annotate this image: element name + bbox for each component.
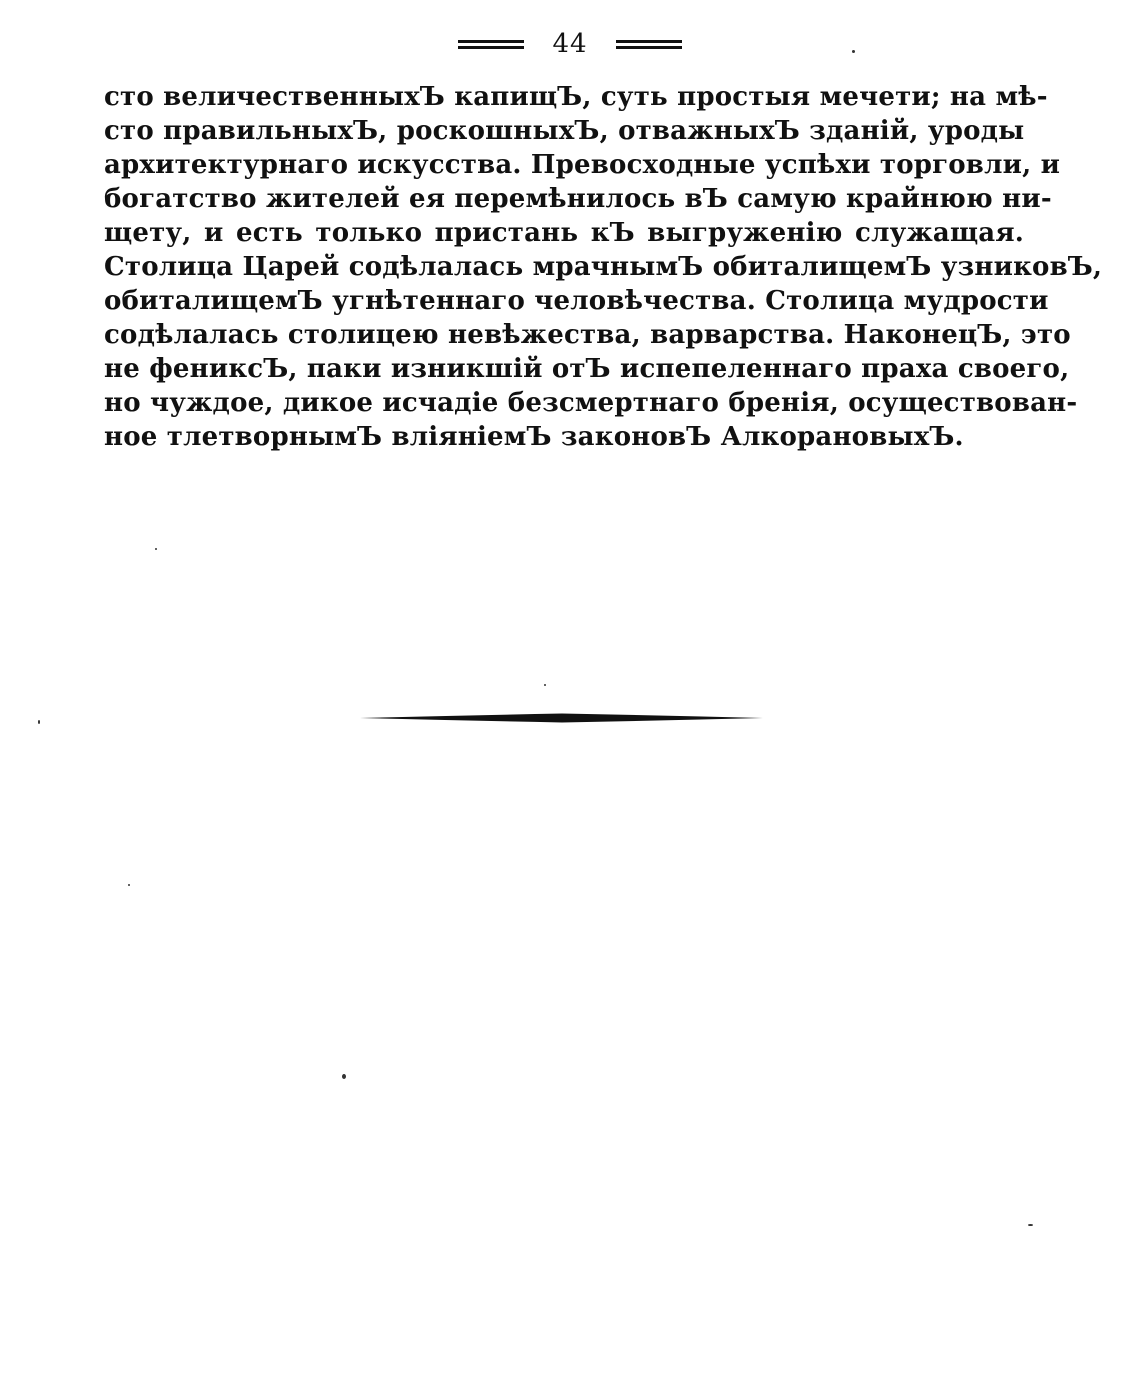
paper-speck — [155, 548, 157, 550]
paper-speck — [544, 684, 546, 686]
text-line: но чуждое, дикое исчадіе безсмертнаго бренія, осуществован- — [104, 388, 1078, 418]
tailpiece-rule-ornament-icon — [360, 712, 764, 724]
paper-speck — [38, 720, 40, 724]
text-line: обиталищемЪ угнѣтеннаго человѣчества. Столица мудрости — [104, 286, 1049, 316]
text-line: сто величественныхЪ капищЪ, суть простыя мечети; на мѣ- — [104, 82, 1048, 112]
text-line: щету, и есть только пристань кЪ выгруженію служащая. — [104, 218, 1024, 248]
page-number: 44 — [552, 29, 588, 59]
header-rule-left — [458, 40, 524, 49]
paper-speck — [1028, 1224, 1033, 1226]
body-text — [104, 80, 1103, 454]
page-header — [0, 28, 1140, 60]
paper-speck — [342, 1074, 346, 1079]
paper-speck — [128, 884, 130, 886]
text-line: архитектурнаго искусства. Превосходные успѣхи торговли, и — [104, 150, 1061, 180]
text-line: богатство жителей ея перемѣнилось вЪ самую крайнюю ни- — [104, 184, 1052, 214]
header-rule-right — [616, 40, 682, 49]
text-line: Столица Царей содѣлалась мрачнымЪ обиталищемЪ узниковЪ, — [104, 252, 1103, 282]
paper-speck — [852, 50, 855, 53]
text-line: не фениксЪ, паки изникшій отЪ испепеленнаго праха своего, — [104, 354, 1070, 384]
text-line: сто правильныхЪ, роскошныхЪ, отважныхЪ зданій, уроды — [104, 116, 1025, 146]
text-line: содѣлалась столицею невѣжества, варварства. НаконецЪ, это — [104, 320, 1071, 350]
text-line: ное тлетворнымЪ вліяніемЪ законовЪ АлкорановыхЪ. — [104, 422, 964, 452]
